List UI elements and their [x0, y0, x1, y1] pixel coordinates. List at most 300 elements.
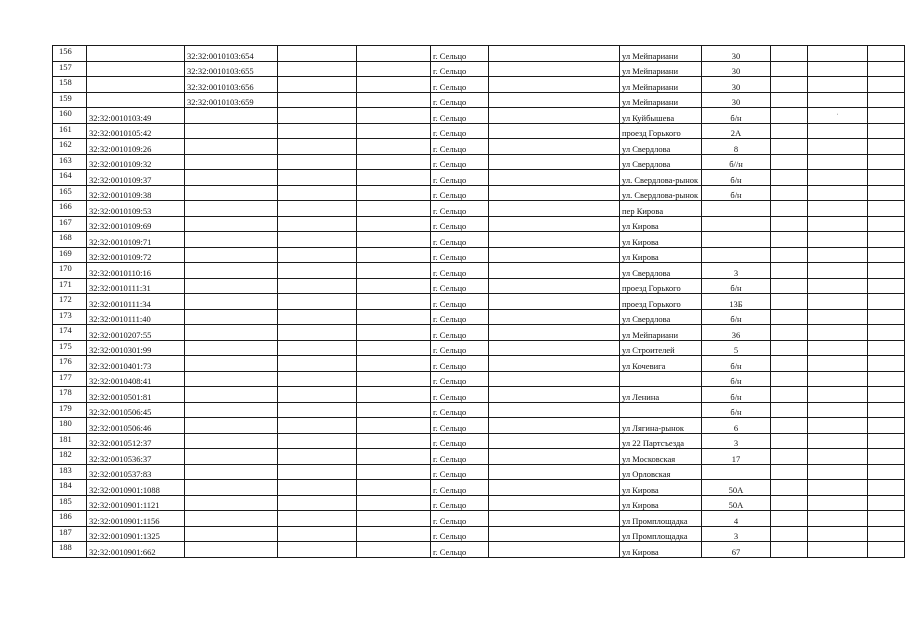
empty-cell — [489, 232, 620, 248]
cadastral-number: 32:32:0010105:42 — [87, 123, 185, 139]
cadastral-number — [87, 92, 185, 108]
cadastral-number: 32:32:0010901:1088 — [87, 480, 185, 496]
cadastral-number-2 — [185, 278, 278, 294]
house-number: б//н — [702, 154, 771, 170]
empty-cell — [357, 542, 431, 558]
extra-mark — [808, 216, 868, 232]
city: г. Сельцо — [431, 185, 489, 201]
empty-cell — [771, 325, 808, 341]
empty-cell — [357, 526, 431, 542]
cadastral-number-2 — [185, 511, 278, 527]
table-row — [53, 216, 905, 232]
empty-cell — [357, 232, 431, 248]
house-number: б/н — [702, 170, 771, 186]
empty-cell — [868, 170, 905, 186]
street: ул Свердлова — [620, 154, 702, 170]
empty-cell — [278, 108, 357, 124]
house-number: 30 — [702, 61, 771, 77]
empty-cell — [278, 170, 357, 186]
extra-mark — [808, 542, 868, 558]
empty-cell — [868, 387, 905, 403]
empty-cell — [278, 278, 357, 294]
empty-cell — [489, 449, 620, 465]
house-number: б/н — [702, 402, 771, 418]
empty-cell — [357, 325, 431, 341]
cadastral-number-2 — [185, 309, 278, 325]
empty-cell — [278, 402, 357, 418]
street: ул Кочевига — [620, 356, 702, 372]
empty-cell — [357, 139, 431, 155]
empty-cell — [278, 139, 357, 155]
cadastral-number: 32:32:0010109:69 — [87, 216, 185, 232]
cadastral-number-2 — [185, 216, 278, 232]
empty-cell — [357, 77, 431, 93]
empty-cell — [357, 511, 431, 527]
house-number: б/н — [702, 356, 771, 372]
city: г. Сельцо — [431, 387, 489, 403]
empty-cell — [868, 464, 905, 480]
cadastral-number: 32:32:0010301:99 — [87, 340, 185, 356]
empty-cell — [278, 449, 357, 465]
city: г. Сельцо — [431, 170, 489, 186]
empty-cell — [278, 123, 357, 139]
empty-cell — [868, 449, 905, 465]
city: г. Сельцо — [431, 356, 489, 372]
empty-cell — [278, 526, 357, 542]
empty-cell — [771, 77, 808, 93]
cadastral-number-2 — [185, 232, 278, 248]
table-row — [53, 526, 905, 542]
extra-mark — [808, 46, 868, 62]
empty-cell — [278, 294, 357, 310]
empty-cell — [868, 139, 905, 155]
row-number: 183 — [53, 464, 87, 480]
empty-cell — [489, 139, 620, 155]
empty-cell — [868, 108, 905, 124]
empty-cell — [357, 387, 431, 403]
cadastral-number-2 — [185, 495, 278, 511]
empty-cell — [868, 542, 905, 558]
empty-cell — [868, 325, 905, 341]
empty-cell — [357, 108, 431, 124]
empty-cell — [357, 449, 431, 465]
cadastral-number: 32:32:0010536:37 — [87, 449, 185, 465]
table-row — [53, 387, 905, 403]
row-number: 157 — [53, 61, 87, 77]
row-number: 163 — [53, 154, 87, 170]
row-number: 186 — [53, 511, 87, 527]
extra-mark — [808, 92, 868, 108]
table-row — [53, 371, 905, 387]
street: ул Ленина — [620, 387, 702, 403]
house-number: 6 — [702, 418, 771, 434]
city: г. Сельцо — [431, 480, 489, 496]
empty-cell — [489, 278, 620, 294]
city: г. Сельцо — [431, 340, 489, 356]
table-row — [53, 309, 905, 325]
cadastral-number: 32:32:0010109:26 — [87, 139, 185, 155]
house-number: 3 — [702, 433, 771, 449]
cadastral-number-2 — [185, 340, 278, 356]
house-number: б/н — [702, 185, 771, 201]
cadastral-number: 32:32:0010512:37 — [87, 433, 185, 449]
extra-mark — [808, 247, 868, 263]
empty-cell — [771, 340, 808, 356]
empty-cell — [868, 247, 905, 263]
table-row — [53, 232, 905, 248]
city: г. Сельцо — [431, 433, 489, 449]
row-number: 159 — [53, 92, 87, 108]
empty-cell — [771, 278, 808, 294]
empty-cell — [278, 356, 357, 372]
cadastral-table — [52, 45, 905, 558]
empty-cell — [278, 232, 357, 248]
empty-cell — [489, 216, 620, 232]
table-row — [53, 139, 905, 155]
house-number — [702, 216, 771, 232]
table-row — [53, 402, 905, 418]
extra-mark — [808, 123, 868, 139]
cadastral-number-2 — [185, 464, 278, 480]
row-number: 169 — [53, 247, 87, 263]
table-row — [53, 356, 905, 372]
cadastral-number: 32:32:0010110:16 — [87, 263, 185, 279]
street: ул. Свердлова-рынок — [620, 170, 702, 186]
empty-cell — [278, 77, 357, 93]
empty-cell — [357, 123, 431, 139]
cadastral-number: 32:32:0010109:37 — [87, 170, 185, 186]
street — [620, 402, 702, 418]
house-number: 30 — [702, 92, 771, 108]
empty-cell — [868, 154, 905, 170]
street: ул Мейпариани — [620, 77, 702, 93]
empty-cell — [357, 418, 431, 434]
row-number: 176 — [53, 356, 87, 372]
cadastral-number: 32:32:0010408:41 — [87, 371, 185, 387]
empty-cell — [278, 154, 357, 170]
table-row — [53, 201, 905, 217]
extra-mark — [808, 263, 868, 279]
empty-cell — [357, 294, 431, 310]
row-number: 170 — [53, 263, 87, 279]
empty-cell — [868, 92, 905, 108]
cadastral-number-2 — [185, 154, 278, 170]
city: г. Сельцо — [431, 464, 489, 480]
street: ул Мейпариани — [620, 92, 702, 108]
extra-mark — [808, 201, 868, 217]
empty-cell — [489, 433, 620, 449]
extra-mark — [808, 77, 868, 93]
table-body — [53, 46, 905, 558]
street: ул Кирова — [620, 480, 702, 496]
empty-cell — [868, 201, 905, 217]
empty-cell — [771, 232, 808, 248]
empty-cell — [489, 356, 620, 372]
street: ул Мейпариани — [620, 325, 702, 341]
cadastral-number: 32:32:0010109:32 — [87, 154, 185, 170]
empty-cell — [278, 325, 357, 341]
street: ул Куйбышева — [620, 108, 702, 124]
empty-cell — [278, 185, 357, 201]
cadastral-number-2 — [185, 325, 278, 341]
empty-cell — [489, 46, 620, 62]
street: ул Кирова — [620, 232, 702, 248]
street: ул Кирова — [620, 216, 702, 232]
city: г. Сельцо — [431, 92, 489, 108]
cadastral-number-2 — [185, 387, 278, 403]
empty-cell — [771, 542, 808, 558]
row-number: 165 — [53, 185, 87, 201]
row-number: 162 — [53, 139, 87, 155]
cadastral-number: 32:32:0010506:45 — [87, 402, 185, 418]
table-row — [53, 433, 905, 449]
extra-mark: · — [808, 108, 868, 124]
empty-cell — [357, 340, 431, 356]
empty-cell — [868, 433, 905, 449]
table-row — [53, 170, 905, 186]
street: ул 22 Партсъезда — [620, 433, 702, 449]
extra-mark — [808, 340, 868, 356]
street: ул Свердлова — [620, 139, 702, 155]
cadastral-number-2 — [185, 526, 278, 542]
table-row — [53, 263, 905, 279]
row-number: 180 — [53, 418, 87, 434]
empty-cell — [771, 92, 808, 108]
empty-cell — [489, 542, 620, 558]
empty-cell — [278, 418, 357, 434]
extra-mark — [808, 154, 868, 170]
extra-mark — [808, 139, 868, 155]
house-number: 2А — [702, 123, 771, 139]
empty-cell — [278, 464, 357, 480]
empty-cell — [868, 402, 905, 418]
street: ул Промплощадка — [620, 526, 702, 542]
empty-cell — [771, 216, 808, 232]
empty-cell — [868, 495, 905, 511]
empty-cell — [771, 247, 808, 263]
cadastral-number: 32:32:0010103:49 — [87, 108, 185, 124]
cadastral-number-2 — [185, 418, 278, 434]
empty-cell — [357, 61, 431, 77]
empty-cell — [357, 46, 431, 62]
house-number: 36 — [702, 325, 771, 341]
empty-cell — [489, 123, 620, 139]
cadastral-number-2 — [185, 170, 278, 186]
empty-cell — [771, 356, 808, 372]
table-row — [53, 325, 905, 341]
empty-cell — [489, 92, 620, 108]
city: г. Сельцо — [431, 139, 489, 155]
house-number — [702, 464, 771, 480]
extra-mark — [808, 294, 868, 310]
empty-cell — [278, 92, 357, 108]
row-number: 167 — [53, 216, 87, 232]
extra-mark — [808, 232, 868, 248]
street: ул Кирова — [620, 247, 702, 263]
empty-cell — [278, 216, 357, 232]
city: г. Сельцо — [431, 511, 489, 527]
table-row — [53, 247, 905, 263]
table-row — [53, 464, 905, 480]
empty-cell — [357, 402, 431, 418]
cadastral-number-2 — [185, 185, 278, 201]
empty-cell — [771, 418, 808, 434]
extra-mark — [808, 356, 868, 372]
empty-cell — [868, 232, 905, 248]
empty-cell — [278, 511, 357, 527]
row-number: 172 — [53, 294, 87, 310]
house-number: 5 — [702, 340, 771, 356]
city: г. Сельцо — [431, 402, 489, 418]
empty-cell — [868, 185, 905, 201]
table-row — [53, 46, 905, 62]
extra-mark — [808, 511, 868, 527]
extra-mark — [808, 480, 868, 496]
street: ул Московская — [620, 449, 702, 465]
empty-cell — [771, 449, 808, 465]
cadastral-number-2: 32:32:0010103:654 — [185, 46, 278, 62]
extra-mark — [808, 526, 868, 542]
row-number: 179 — [53, 402, 87, 418]
extra-mark — [808, 170, 868, 186]
city: г. Сельцо — [431, 61, 489, 77]
cadastral-number-2: 32:32:0010103:656 — [185, 77, 278, 93]
empty-cell — [868, 526, 905, 542]
empty-cell — [489, 108, 620, 124]
row-number: 161 — [53, 123, 87, 139]
cadastral-number-2 — [185, 123, 278, 139]
empty-cell — [868, 356, 905, 372]
empty-cell — [771, 154, 808, 170]
empty-cell — [489, 201, 620, 217]
street: пер Кирова — [620, 201, 702, 217]
table-row — [53, 77, 905, 93]
house-number: 30 — [702, 77, 771, 93]
house-number — [702, 247, 771, 263]
cadastral-number: 32:32:0010109:71 — [87, 232, 185, 248]
cadastral-number — [87, 77, 185, 93]
cadastral-number-2 — [185, 480, 278, 496]
empty-cell — [489, 402, 620, 418]
extra-mark — [808, 325, 868, 341]
empty-cell — [357, 433, 431, 449]
empty-cell — [771, 201, 808, 217]
city: г. Сельцо — [431, 371, 489, 387]
cadastral-number-2 — [185, 108, 278, 124]
cadastral-number: 32:32:0010111:40 — [87, 309, 185, 325]
house-number: 30 — [702, 46, 771, 62]
empty-cell — [771, 108, 808, 124]
table-row — [53, 495, 905, 511]
extra-mark — [808, 402, 868, 418]
row-number: 177 — [53, 371, 87, 387]
empty-cell — [357, 309, 431, 325]
street: ул Свердлова — [620, 309, 702, 325]
table-row — [53, 511, 905, 527]
cadastral-number-2 — [185, 371, 278, 387]
cadastral-number: 32:32:0010109:72 — [87, 247, 185, 263]
house-number: 8 — [702, 139, 771, 155]
cadastral-number: 32:32:0010109:53 — [87, 201, 185, 217]
empty-cell — [278, 387, 357, 403]
row-number: 188 — [53, 542, 87, 558]
cadastral-number-2: 32:32:0010103:659 — [185, 92, 278, 108]
empty-cell — [357, 154, 431, 170]
house-number: 3 — [702, 526, 771, 542]
row-number: 173 — [53, 309, 87, 325]
cadastral-number-2 — [185, 201, 278, 217]
empty-cell — [868, 371, 905, 387]
street — [620, 371, 702, 387]
empty-cell — [489, 480, 620, 496]
city: г. Сельцо — [431, 232, 489, 248]
empty-cell — [357, 170, 431, 186]
cadastral-number: 32:32:0010506:46 — [87, 418, 185, 434]
empty-cell — [357, 480, 431, 496]
empty-cell — [868, 278, 905, 294]
empty-cell — [278, 433, 357, 449]
empty-cell — [868, 340, 905, 356]
row-number: 175 — [53, 340, 87, 356]
table-row — [53, 449, 905, 465]
empty-cell — [868, 480, 905, 496]
cadastral-number-2 — [185, 294, 278, 310]
extra-mark — [808, 464, 868, 480]
city: г. Сельцо — [431, 542, 489, 558]
empty-cell — [489, 170, 620, 186]
empty-cell — [489, 61, 620, 77]
extra-mark — [808, 433, 868, 449]
city: г. Сельцо — [431, 278, 489, 294]
empty-cell — [278, 371, 357, 387]
house-number: б/н — [702, 309, 771, 325]
row-number: 174 — [53, 325, 87, 341]
street: проезд Горького — [620, 278, 702, 294]
cadastral-number-2: 32:32:0010103:655 — [185, 61, 278, 77]
street: ул Промплощадка — [620, 511, 702, 527]
empty-cell — [771, 61, 808, 77]
empty-cell — [278, 247, 357, 263]
empty-cell — [868, 294, 905, 310]
city: г. Сельцо — [431, 263, 489, 279]
table-row — [53, 542, 905, 558]
cadastral-number: 32:32:0010109:38 — [87, 185, 185, 201]
row-number: 178 — [53, 387, 87, 403]
city: г. Сельцо — [431, 294, 489, 310]
house-number: 4 — [702, 511, 771, 527]
empty-cell — [771, 464, 808, 480]
cadastral-number-2 — [185, 449, 278, 465]
house-number: 13Б — [702, 294, 771, 310]
cadastral-number: 32:32:0010901:1156 — [87, 511, 185, 527]
extra-mark — [808, 278, 868, 294]
empty-cell — [771, 170, 808, 186]
table-row — [53, 61, 905, 77]
table-row — [53, 480, 905, 496]
city: г. Сельцо — [431, 495, 489, 511]
street: ул Строителей — [620, 340, 702, 356]
cadastral-number: 32:32:0010901:662 — [87, 542, 185, 558]
empty-cell — [489, 387, 620, 403]
empty-cell — [489, 511, 620, 527]
cadastral-number: 32:32:0010401:73 — [87, 356, 185, 372]
empty-cell — [278, 309, 357, 325]
empty-cell — [771, 495, 808, 511]
empty-cell — [357, 92, 431, 108]
street: ул Орловская — [620, 464, 702, 480]
empty-cell — [489, 325, 620, 341]
table-row — [53, 418, 905, 434]
